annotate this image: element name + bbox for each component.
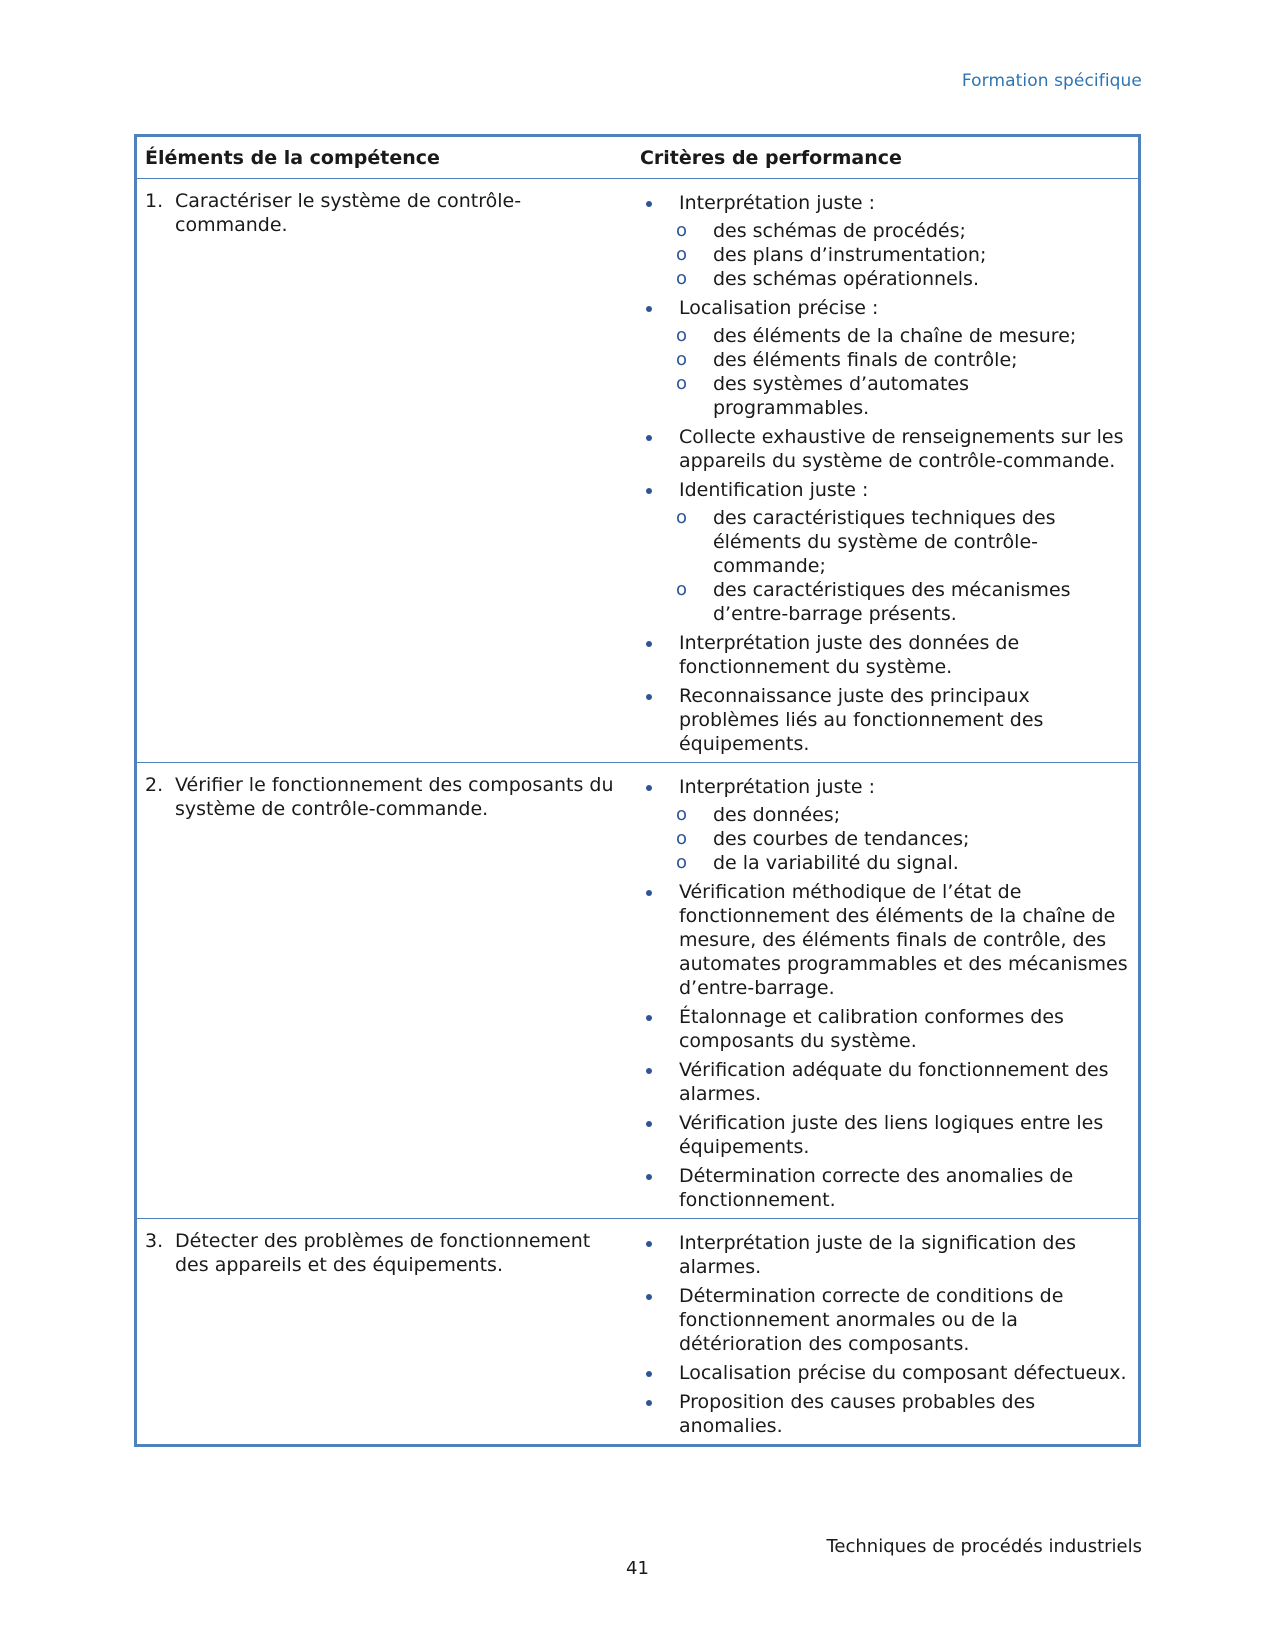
bullet-dot-icon bbox=[638, 684, 679, 756]
criterion-item bbox=[638, 1111, 1128, 1159]
circle-bullet-icon: o bbox=[675, 579, 687, 600]
element-text: Détecter des problèmes de fonctionnement des appareils et des équipements. bbox=[175, 1230, 591, 1276]
circle-bullet-icon: o bbox=[675, 244, 687, 265]
column-header-elements: Éléments de la compétence bbox=[136, 136, 630, 179]
criterion-text: Interprétation juste : bbox=[678, 776, 876, 798]
sub-criteria-list bbox=[675, 324, 1128, 420]
sub-criterion-text: des caractéristiques des mécanismes d’entre-barrage présents. bbox=[712, 579, 1071, 625]
sub-criterion-text: des systèmes d’automates programmables. bbox=[712, 373, 970, 419]
bullet-dot-icon bbox=[638, 1231, 679, 1279]
criterion-item bbox=[638, 191, 1128, 291]
criteria-cell bbox=[630, 179, 1140, 763]
element-cell bbox=[136, 1219, 630, 1446]
running-header: Formation spécifique bbox=[961, 71, 1142, 91]
criterion-text: Localisation précise du composant défectueux. bbox=[678, 1362, 1127, 1384]
criteria-list bbox=[630, 1219, 1138, 1444]
criteria-cell bbox=[630, 1219, 1140, 1446]
table-header-row bbox=[136, 136, 1140, 179]
criterion-item bbox=[638, 296, 1128, 420]
criterion-text: Vérification méthodique de l’état de fonctionnement des éléments de la chaîne de mesure, des éléments finals de contrôle, des automates programmables et des mécanismes d’entre-barrage. bbox=[678, 881, 1128, 999]
bullet-dot-icon bbox=[638, 425, 679, 473]
circle-bullet-icon: o bbox=[675, 325, 687, 346]
bullet-dot-icon bbox=[638, 1390, 679, 1438]
criterion-item bbox=[638, 631, 1128, 679]
sub-criteria-list bbox=[675, 506, 1128, 626]
criterion-text: Reconnaissance juste des principaux problèmes liés au fonctionnement des équipements. bbox=[678, 685, 1044, 755]
criterion-text: Vérification juste des liens logiques entre les équipements. bbox=[678, 1112, 1104, 1158]
circle-bullet-icon: o bbox=[675, 220, 687, 241]
footer-program-title: Techniques de procédés industriels bbox=[826, 1536, 1142, 1557]
table-row bbox=[136, 1219, 1140, 1446]
criterion-item bbox=[638, 1231, 1128, 1279]
sub-criterion-item bbox=[676, 506, 1128, 578]
bullet-dot-icon bbox=[638, 880, 679, 1000]
bullet-dot-icon bbox=[638, 1361, 679, 1385]
criterion-item bbox=[638, 1164, 1128, 1212]
bullet-dot-icon bbox=[638, 191, 679, 291]
criterion-text: Interprétation juste de la signification des alarmes. bbox=[678, 1232, 1077, 1278]
sub-criterion-text: des schémas de procédés; bbox=[712, 220, 966, 242]
bullet-dot-icon bbox=[638, 296, 679, 420]
sub-criterion-item bbox=[676, 324, 1128, 348]
element-cell bbox=[136, 763, 630, 1219]
criterion-item bbox=[638, 478, 1128, 626]
criteria-cell bbox=[630, 763, 1140, 1219]
criterion-text: Collecte exhaustive de renseignements sur les appareils du système de contrôle-commande. bbox=[678, 426, 1124, 472]
circle-bullet-icon: o bbox=[675, 828, 687, 849]
criterion-text: Vérification adéquate du fonctionnement des alarmes. bbox=[678, 1059, 1109, 1105]
criterion-text: Interprétation juste : bbox=[678, 192, 876, 214]
page-number: 41 bbox=[626, 1558, 649, 1579]
sub-criteria-list bbox=[675, 219, 1128, 291]
criterion-item bbox=[638, 1005, 1128, 1053]
criterion-item bbox=[638, 1284, 1128, 1356]
element-number: 3. bbox=[145, 1230, 164, 1252]
competence-element bbox=[137, 179, 630, 237]
sub-criterion-text: des caractéristiques techniques des éléments du système de contrôle-commande; bbox=[712, 507, 1056, 577]
criteria-list bbox=[630, 763, 1138, 1218]
sub-criterion-item bbox=[676, 372, 1128, 420]
criterion-text: Localisation précise : bbox=[678, 297, 879, 319]
sub-criterion-item bbox=[676, 267, 1128, 291]
sub-criterion-text: des données; bbox=[712, 804, 841, 826]
sub-criterion-text: de la variabilité du signal. bbox=[712, 852, 959, 874]
criterion-item bbox=[638, 880, 1128, 1000]
criterion-text: Proposition des causes probables des anomalies. bbox=[678, 1391, 1036, 1437]
sub-criterion-item bbox=[676, 348, 1128, 372]
bullet-dot-icon bbox=[638, 1111, 679, 1159]
bullet-dot-icon bbox=[638, 631, 679, 679]
criterion-item bbox=[638, 1058, 1128, 1106]
sub-criterion-item bbox=[676, 219, 1128, 243]
sub-criterion-text: des courbes de tendances; bbox=[712, 828, 970, 850]
table-body bbox=[136, 179, 1140, 1446]
sub-criterion-item bbox=[676, 243, 1128, 267]
sub-criterion-item bbox=[676, 851, 1128, 875]
table-row bbox=[136, 763, 1140, 1219]
bullet-dot-icon bbox=[638, 1284, 679, 1356]
circle-bullet-icon: o bbox=[675, 349, 687, 370]
circle-bullet-icon: o bbox=[675, 852, 687, 873]
criterion-text: Détermination correcte des anomalies de fonctionnement. bbox=[678, 1165, 1074, 1211]
element-text: Caractériser le système de contrôle-commande. bbox=[175, 190, 522, 236]
sub-criterion-item bbox=[676, 578, 1128, 626]
sub-criterion-text: des schémas opérationnels. bbox=[712, 268, 979, 290]
bullet-dot-icon bbox=[638, 1164, 679, 1212]
criterion-item bbox=[638, 684, 1128, 756]
element-number: 1. bbox=[145, 190, 164, 212]
sub-criteria-list bbox=[675, 803, 1128, 875]
element-text: Vérifier le fonctionnement des composants du système de contrôle-commande. bbox=[175, 774, 614, 820]
circle-bullet-icon: o bbox=[675, 507, 687, 528]
criterion-item bbox=[638, 425, 1128, 473]
sub-criterion-text: des éléments finals de contrôle; bbox=[712, 349, 1018, 371]
table-row bbox=[136, 179, 1140, 763]
circle-bullet-icon: o bbox=[675, 373, 687, 394]
sub-criterion-text: des éléments de la chaîne de mesure; bbox=[712, 325, 1077, 347]
bullet-dot-icon bbox=[638, 1005, 679, 1053]
bullet-dot-icon bbox=[638, 775, 679, 875]
criterion-item bbox=[638, 1390, 1128, 1438]
competence-table bbox=[134, 134, 1141, 1447]
element-number: 2. bbox=[145, 774, 164, 796]
sub-criterion-item bbox=[676, 803, 1128, 827]
element-cell bbox=[136, 179, 630, 763]
competence-element bbox=[137, 763, 630, 821]
column-header-criteria: Critères de performance bbox=[630, 136, 1140, 179]
bullet-dot-icon bbox=[638, 478, 679, 626]
bullet-dot-icon bbox=[638, 1058, 679, 1106]
competence-element bbox=[137, 1219, 630, 1277]
criterion-text: Étalonnage et calibration conformes des composants du système. bbox=[678, 1006, 1064, 1052]
criterion-text: Interprétation juste des données de fonctionnement du système. bbox=[678, 632, 1020, 678]
criterion-item bbox=[638, 1361, 1128, 1385]
sub-criterion-text: des plans d’instrumentation; bbox=[712, 244, 987, 266]
circle-bullet-icon: o bbox=[675, 804, 687, 825]
sub-criterion-item bbox=[676, 827, 1128, 851]
circle-bullet-icon: o bbox=[675, 268, 687, 289]
criteria-list bbox=[630, 179, 1138, 762]
criterion-text: Détermination correcte de conditions de fonctionnement anormales ou de la détérioration des composants. bbox=[678, 1285, 1064, 1355]
criterion-text: Identification juste : bbox=[678, 479, 869, 501]
criterion-item bbox=[638, 775, 1128, 875]
